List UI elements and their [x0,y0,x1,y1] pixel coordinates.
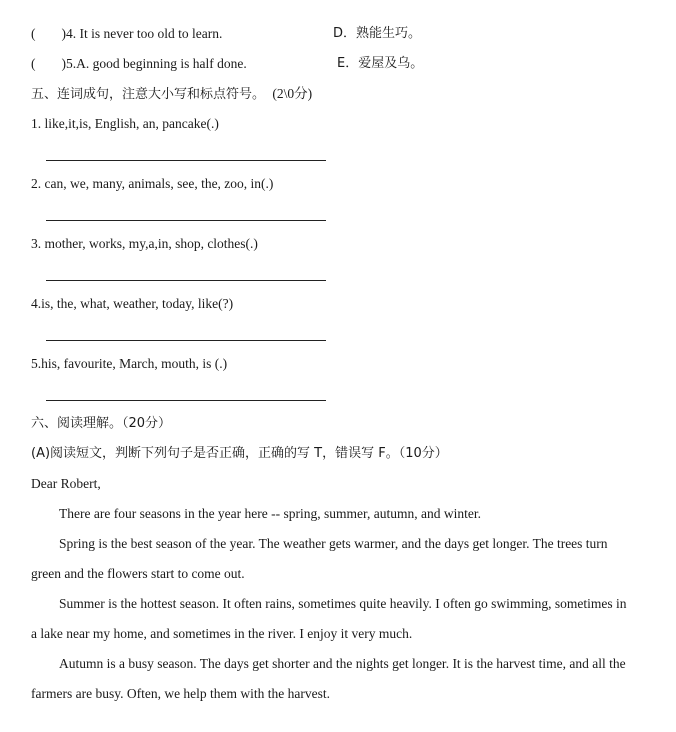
question-1: 1. like,it,is, English, an, pancake(.) [31,116,219,131]
paragraph-1-line-1: There are four seasons in the year here -- spring, summer, autumn, and winter. [59,506,481,521]
answer-paren-close: ) [61,26,66,41]
section-5-heading [31,85,312,104]
answer-paren-open: ( [31,26,36,41]
matching-option-d: D．熟能生巧。 [333,26,422,41]
paragraph-4-line-2: farmers are busy. Often, we help them with the harvest. [31,686,331,701]
section-6-instructions: (A)阅读短文，判断下列句子是否正确，正确的写 T，错误写 F。（10分） [31,446,448,461]
matching-row-4 [31,25,222,43]
section-5-score: (2\0分) [272,86,313,101]
answer-paren-close: ) [61,56,66,71]
answer-paren-open: ( [31,56,36,71]
section-6-heading: 六、阅读理解。（20分） [31,416,172,431]
question-2: 2. can, we, many, animals, see, the, zoo, in(.) [31,176,274,191]
question-3: 3. mother, works, my,a,in, shop, clothes(.) [31,236,258,251]
paragraph-2-line-2: green and the flowers start to come out. [31,566,245,581]
paragraph-3-line-1: Summer is the hottest season. It often rains, sometimes quite heavily. I often go swimming, sometimes in [59,596,627,611]
matching-row-5 [31,55,247,73]
matching-item-text: 4. It is never too old to learn. [66,26,223,41]
answer-line-2[interactable] [46,220,326,221]
answer-line-4[interactable] [46,340,326,341]
paragraph-4-line-1: Autumn is a busy season. The days get shorter and the nights get longer. It is the harvest time, and all the [59,656,626,671]
paragraph-3-line-2: a lake near my home, and sometimes in the river. I enjoy it very much. [31,626,413,641]
answer-line-1[interactable] [46,160,326,161]
matching-item-text: 5.A. good beginning is half done. [66,56,247,71]
question-4: 4.is, the, what, weather, today, like(?) [31,296,234,311]
paragraph-2-line-1: Spring is the best season of the year. The weather gets warmer, and the days get longer. The trees turn [59,536,608,551]
answer-line-3[interactable] [46,280,326,281]
question-5: 5.his, favourite, March, mouth, is (.) [31,356,228,371]
letter-salutation: Dear Robert, [31,476,101,491]
section-5-title: 五、连词成句，注意大小写和标点符号。 [31,87,266,102]
answer-line-5[interactable] [46,400,326,401]
matching-option-e: E．爱屋及乌。 [337,56,424,71]
